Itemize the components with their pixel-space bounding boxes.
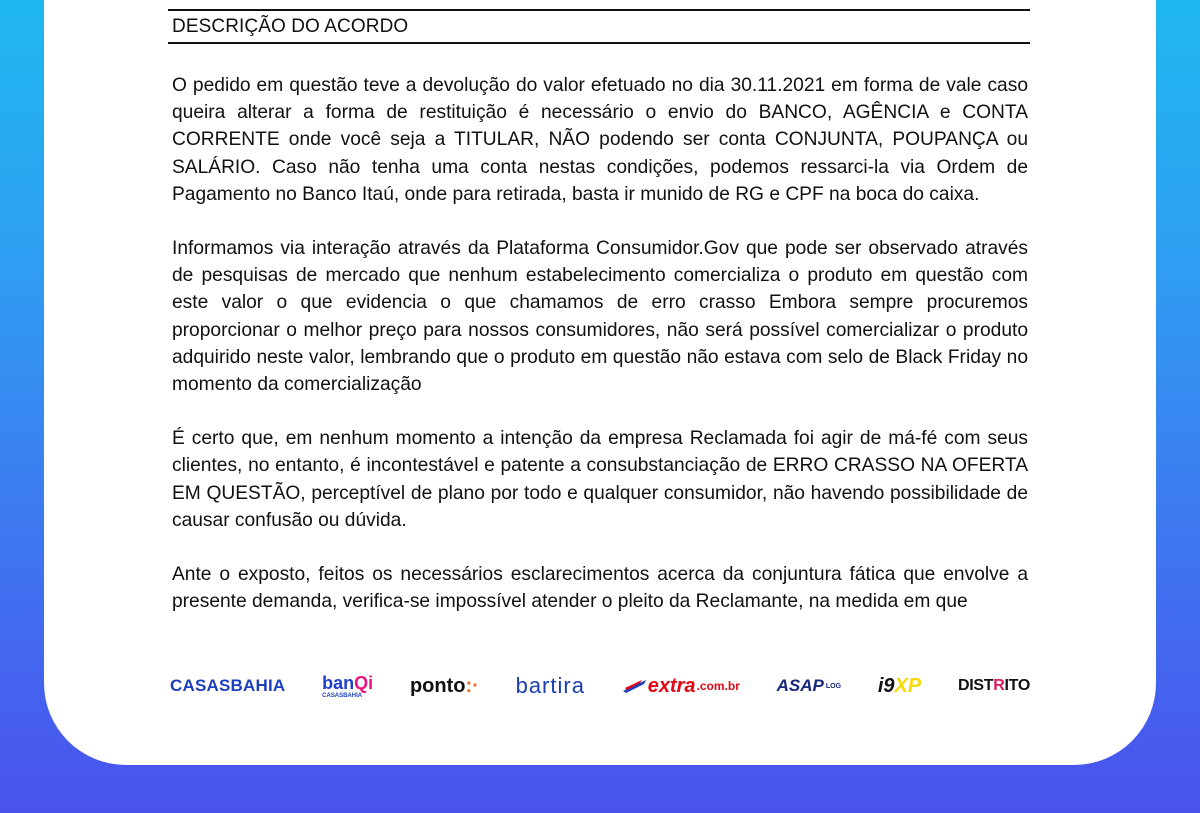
- paragraph-refund: O pedido em questão teve a devolução do valor efetuado no dia 30.11.2021 em forma de vale caso queira alterar a forma de restituição é necessário o envio do BANCO, AGÊNCIA e CONTA CORRENTE onde você seja a TITULAR, NÃO podendo ser conta CONJUNTA, POUPANÇA ou SALÁRIO. Caso não tenha uma conta nestas condições, podemos ressarci-la via Ordem de Pagamento no Banco Itaú, onde para retirada, basta ir munido de RG e CPF na boca do caixa.: [172, 75, 1028, 205]
- i9xp-logo: [878, 675, 921, 698]
- banqi-logo: [322, 674, 373, 699]
- extra-logo-domain: .com.br: [696, 679, 740, 693]
- document-body: [172, 72, 1028, 642]
- brand-logos-row: [170, 668, 1030, 704]
- ponto-logo-text: ponto: [409, 674, 466, 697]
- banqi-logo-ban: ban: [322, 672, 355, 693]
- heading-rule: [168, 42, 1030, 44]
- i9xp-logo-text-b: XP: [894, 674, 922, 697]
- distrito-logo-text-a: DIST: [958, 677, 994, 694]
- asap-logo-text: ASAP: [776, 676, 824, 695]
- extra-swoosh-icon: [622, 677, 648, 695]
- i9xp-logo-text-a: i9: [877, 674, 895, 697]
- casasbahia-logo-text: CASASBAHIA: [170, 676, 286, 695]
- bartira-logo-text: bartira: [515, 673, 585, 698]
- distrito-logo: [958, 677, 1030, 695]
- casasbahia-logo: [170, 676, 285, 696]
- ponto-logo: [410, 675, 479, 698]
- banqi-logo-wordmark: [322, 674, 373, 692]
- asap-log-logo: [777, 676, 841, 696]
- distrito-logo-text-c: ITO: [1004, 677, 1030, 694]
- paragraph-erro-crasso: É certo que, em nenhum momento a intenção da empresa Reclamada foi agir de má-fé com seus clientes, no entanto, é incontestável e patente a consubstanciação de ERRO CRASSO NA OFERTA EM QUESTÃO, perceptível de plano por todo e qualquer consumidor, não havendo possibilidade de causar confusão ou dúvida.: [172, 428, 1028, 531]
- paragraph-ante-exposto: Ante o exposto, feitos os necessários esclarecimentos acerca da conjuntura fática que envolve a presente demanda, verifica-se impossível atender o pleito da Reclamante, na medida em que: [172, 564, 1028, 613]
- top-rule: [168, 9, 1030, 11]
- banqi-logo-subtitle: CASASBAHIA: [322, 692, 363, 699]
- extra-logo-text: extra: [647, 674, 696, 697]
- section-heading: DESCRIÇÃO DO ACORDO: [172, 16, 409, 37]
- banqi-logo-qi: Qi: [354, 672, 374, 693]
- bartira-logo: [516, 673, 585, 699]
- paragraph-consumidor-gov: Informamos via interação através da Plataforma Consumidor.Gov que pode ser observado através de pesquisas de mercado que nenhum estabelecimento comercializa o produto em questão com este valor o que evidencia o que chamamos de erro crasso Embora sempre procuremos proporcionar o melhor preço para nossos consumidores, não será possível comercializar o produto adquirido neste valor, lembrando que o produto em questão não estava com selo de Black Friday no momento da comercialização: [172, 238, 1028, 396]
- distrito-logo-text-b: R: [993, 677, 1005, 694]
- ponto-logo-mark: :·: [465, 674, 479, 697]
- extra-logo: [622, 675, 740, 698]
- asap-logo-sub: LOG: [825, 682, 842, 690]
